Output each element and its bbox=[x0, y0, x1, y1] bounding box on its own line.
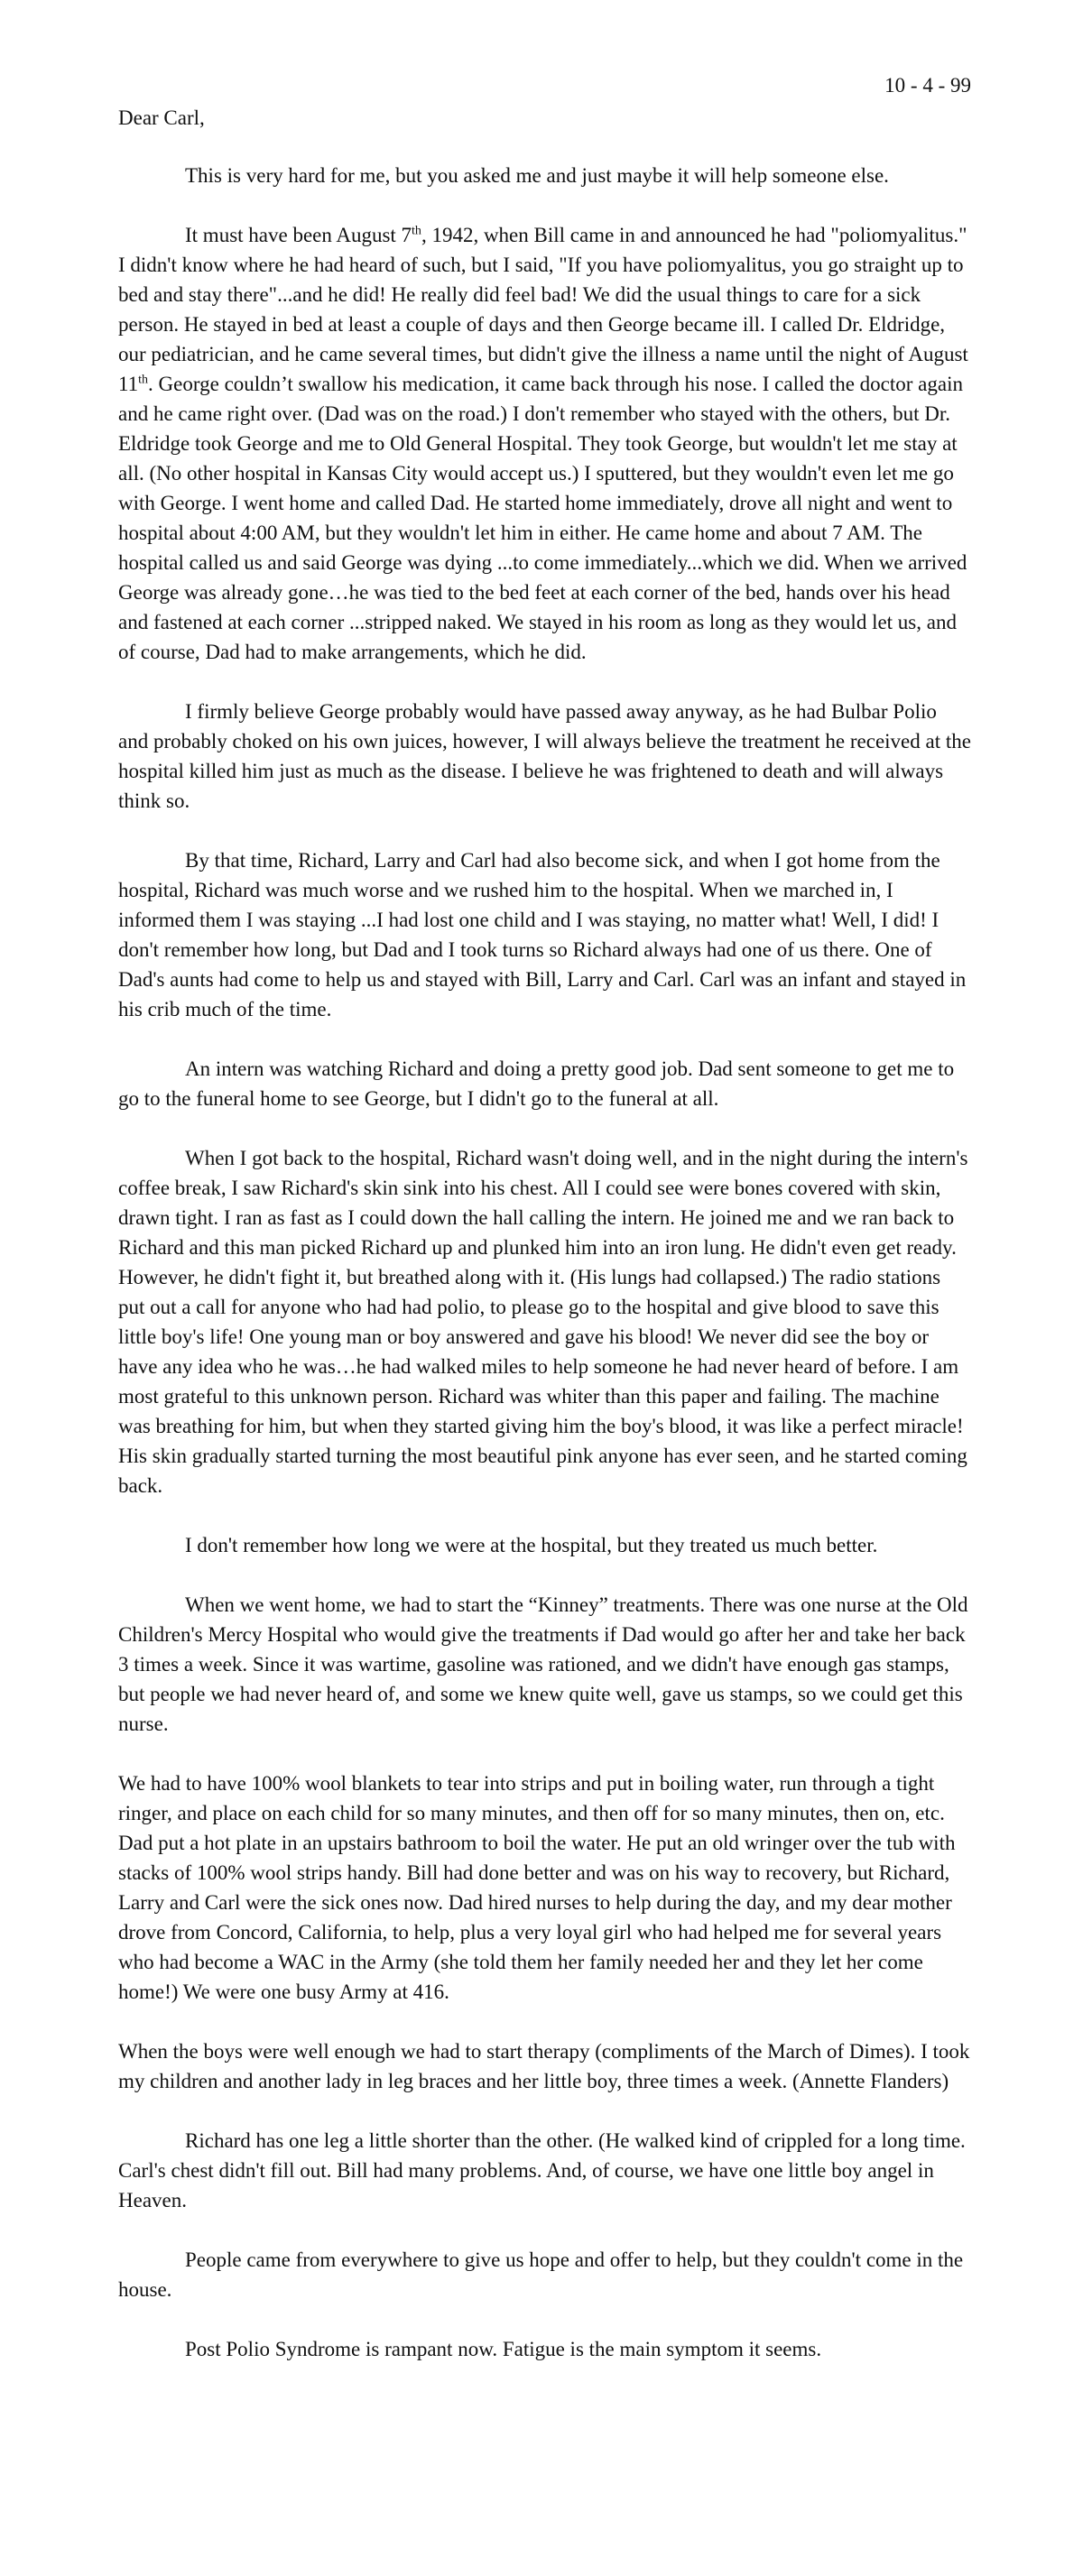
paragraph-13: Post Polio Syndrome is rampant now. Fatigue is the main symptom it seems. bbox=[185, 2338, 822, 2360]
superscript-th: th bbox=[138, 373, 149, 387]
paragraph-1: This is very hard for me, but you asked me and just maybe it will help someone else. bbox=[185, 164, 889, 187]
paragraph-6: When I got back to the hospital, Richard wasn't doing well, and in the night during the intern's coffee break, I saw Richard's skin sink into his chest. All I could see were bones covered with skin, drawn tight. I ran as fast as I could down the hall calling the intern. He joined me and we ran back to Richard and this man picked Richard up and plunked him into an iron lung. He didn't even get ready. However, he didn't fight it, but breathed along with it. (His lungs had collapsed.) The radio stations put out a call for anyone who had had polio, to please go to the hospital and give blood to save this little boy's life! One young man or boy answered and gave his blood! We never did see the boy or have any idea who he was…he had walked miles to help someone he had never heard of before. I am most grateful to this unknown person. Richard was whiter than this paper and failing. The machine was breathing for him, but when they started giving him the boy's blood, it was like a perfect miracle! His skin gradually started turning the most beautiful pink anyone has ever seen, and he started coming back. bbox=[118, 1147, 968, 1497]
paragraph-5: An intern was watching Richard and doing a pretty good job. Dad sent someone to get me to go to the funeral home to see George, but I didn't go to the funeral at all. bbox=[118, 1057, 955, 1110]
paragraph-2-part-c: . George couldn’t swallow his medication, it came back through his nose. I called the doctor again and he came right over. (Dad was on the road.) I don't remember who stayed with the others, but Dr. Eldridge took George and me to Old General Hospital. They took George, but wouldn't let me stay at all. (No other hospital in Kansas City would accept us.) I sputtered, but they wouldn't even let me go with George. I went home and called Dad. He started home immediately, drove all night and went to hospital about 4:00 AM, but they wouldn't let him in either. He came home and about 7 AM. The hospital called us and said George was dying ...to come immediately...which we did. When we arrived George was already gone…he was tied to the bed feet at each corner of the bed, hands over his head and fastened at each corner ...stripped naked. We stayed in his room as long as they would let us, and of course, Dad had to make arrangements, which he did. bbox=[118, 373, 967, 663]
paragraph-8: When we went home, we had to start the “Kinney” treatments. There was one nurse at the Old Children's Mercy Hospital who would give the treatments if Dad would go after her and take her back 3 times a week. Since it was wartime, gasoline was rationed, and we didn't have enough gas stamps, but people we had never heard of, and some we knew quite well, gave us stamps, so we could get this nurse. bbox=[118, 1593, 968, 1735]
paragraph-10: When the boys were well enough we had to start therapy (compliments of the March of Dimes). I took my children and another lady in leg braces and her little boy, three times a week. (Annette Flanders) bbox=[118, 2040, 970, 2092]
superscript-th: th bbox=[412, 224, 421, 238]
paragraph-2-part-b: , 1942, when Bill came in and announced he had "poliomyalitus." I didn't know where he had heard of such, but I said, "If you have poliomyalitus, you go straight up to bed and stay there"...and he did! He really did feel bad! We did the usual things to care for a sick person. He stayed in bed at least a couple of days and then George became ill. I called Dr. Eldridge, our pediatrician, and he came several times, but didn't give the illness a name until the night of August 11 bbox=[118, 224, 968, 395]
paragraph-2-part-a: It must have been August 7 bbox=[185, 224, 412, 246]
paragraph-4: By that time, Richard, Larry and Carl had also become sick, and when I got home from the hospital, Richard was much worse and we rushed him to the hospital. When we marched in, I informed them I was staying ...I had lost one child and I was staying, no matter what! Well, I did! I don't remember how long, but Dad and I took turns so Richard always had one of us there. One of Dad's aunts had come to help us and stayed with Bill, Larry and Carl. Carl was an infant and stayed in his crib much of the time. bbox=[118, 849, 967, 1020]
letter-body bbox=[118, 70, 971, 2394]
paragraph-7: I don't remember how long we were at the hospital, but they treated us much better. bbox=[185, 1534, 878, 1556]
salutation: Dear Carl, bbox=[118, 106, 205, 129]
paragraph-11: Richard has one leg a little shorter than the other. (He walked kind of crippled for a long time. Carl's chest didn't fill out. Bill had many problems. And, of course, we have one little boy angel in Heaven. bbox=[118, 2129, 966, 2211]
paragraph-9: We had to have 100% wool blankets to tear into strips and put in boiling water, run through a tight ringer, and place on each child for so many minutes, and then off for so many minutes, then on, etc. Dad put a hot plate in an upstairs bathroom to boil the water. He put an old wringer over the tub with stacks of 100% wool strips handy. Bill had done better and was on his way to recovery, but Richard, Larry and Carl were the sick ones now. Dad hired nurses to help during the day, and my dear mother drove from Concord, California, to help, plus a very loyal girl who had helped me for several years who had become a WAC in the Army (she told them her family needed her and they let her come home!) We were one busy Army at 416. bbox=[118, 1772, 956, 2003]
paragraph-12: People came from everywhere to give us hope and offer to help, but they couldn't come in the house. bbox=[118, 2248, 964, 2301]
letter-date: 10 - 4 - 99 bbox=[884, 74, 971, 97]
paragraph-3: I firmly believe George probably would have passed away anyway, as he had Bulbar Polio and probably choked on his own juices, however, I will always believe the treatment he received at the hospital killed him just as much as the disease. I believe he was frightened to death and will always think so. bbox=[118, 700, 971, 812]
paragraph-2 bbox=[118, 220, 971, 667]
